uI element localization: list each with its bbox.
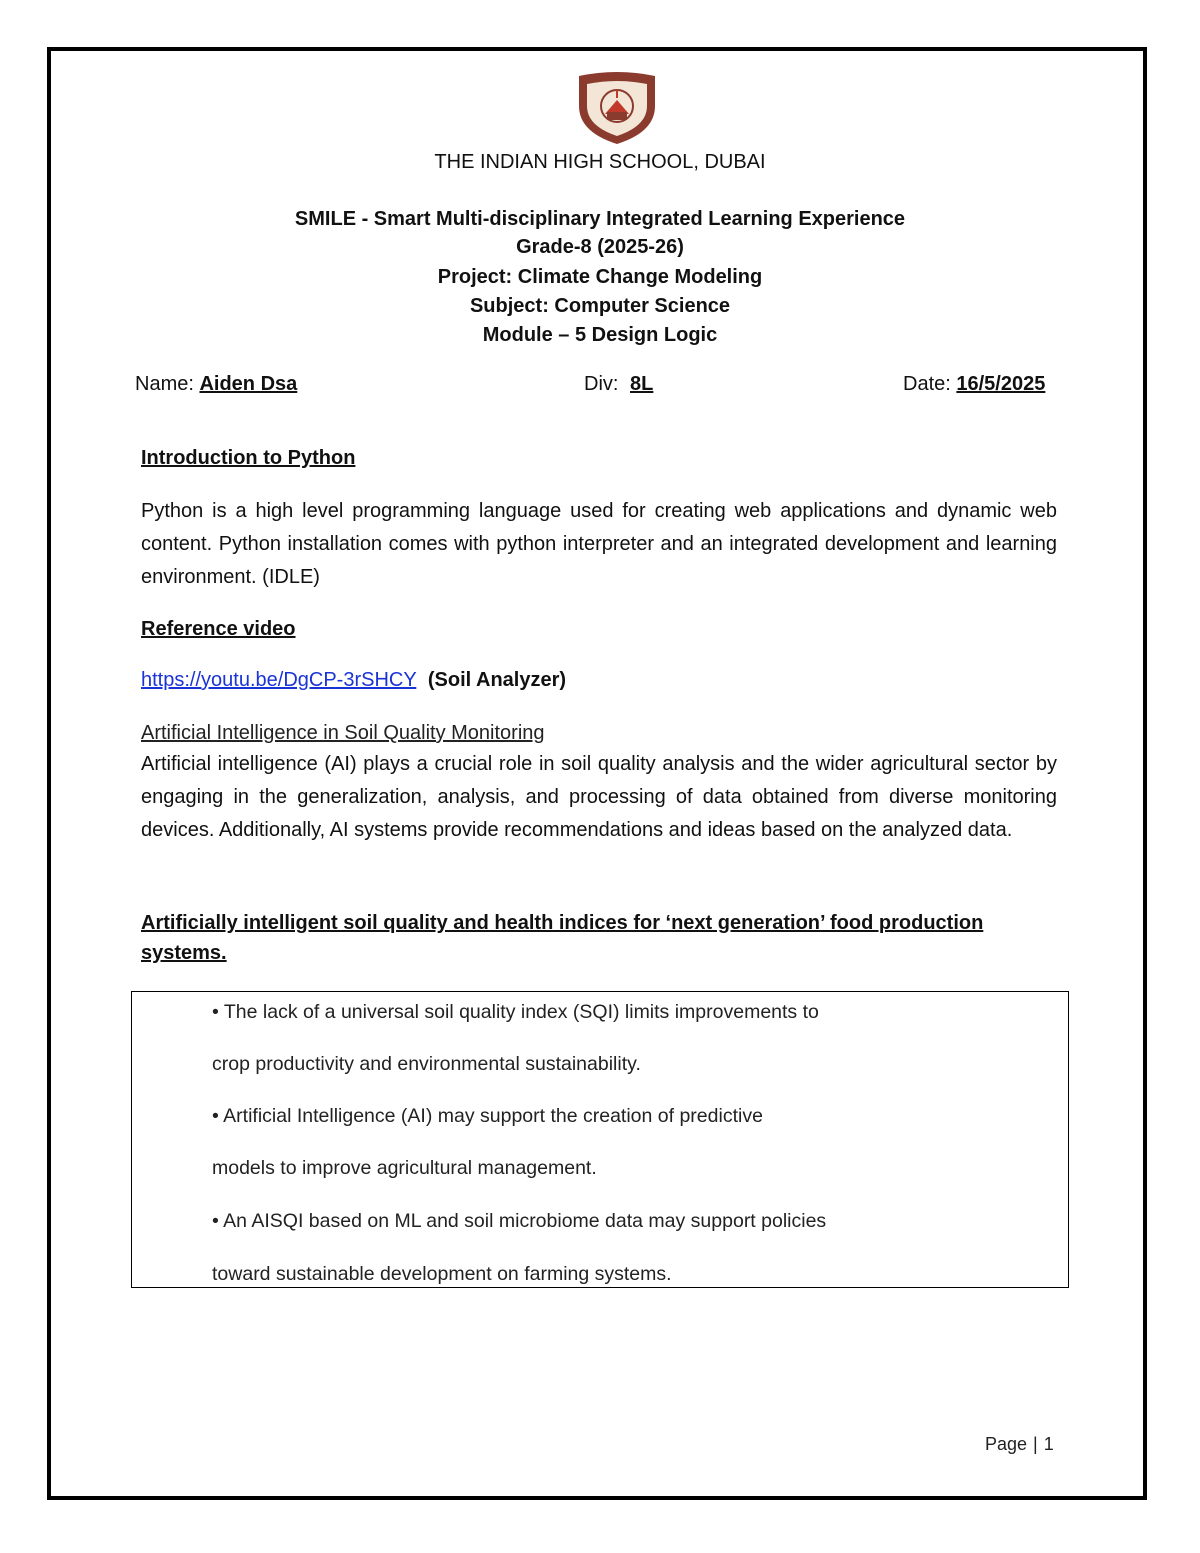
name-value: Aiden Dsa <box>199 373 298 395</box>
school-crest-icon <box>573 70 661 146</box>
date-value: 16/5/2025 <box>956 373 1046 395</box>
school-name: THE INDIAN HIGH SCHOOL, DUBAI <box>434 151 766 173</box>
intro-paragraph: Python is a high level programming language used for creating web applications and dynamic web content. Python installation comes with python interpreter and an integrated development and learning environment. (IDLE) <box>141 500 1057 588</box>
div-value: 8L <box>630 373 654 395</box>
highlight-line: toward sustainable development on farming systems. <box>212 1263 672 1285</box>
page-number: 1 <box>1043 1434 1054 1454</box>
reference-note: (Soil Analyzer) <box>427 669 567 691</box>
grade-line: Grade-8 (2025-26) <box>516 236 684 258</box>
programme-title: SMILE - Smart Multi-disciplinary Integrated Learning Experience <box>294 208 906 230</box>
highlight-line: • An AISQI based on ML and soil microbiome data may support policies <box>212 1210 827 1232</box>
subject-line: Subject: Computer Science <box>469 295 731 317</box>
page-footer <box>985 1433 1054 1455</box>
project-line: Project: Climate Change Modeling <box>437 266 763 288</box>
indices-heading: Artificially intelligent soil quality and health indices for ‘next generation’ food production systems. <box>141 912 984 964</box>
reference-row <box>141 668 566 692</box>
page-separator: | <box>1033 1434 1038 1454</box>
highlight-line: • The lack of a universal soil quality index (SQI) limits improvements to <box>212 1001 819 1023</box>
reference-heading: Reference video <box>141 618 296 640</box>
date-label: Date: <box>903 373 951 395</box>
div-field <box>584 372 653 396</box>
ai-paragraph: Artificial intelligence (AI) plays a crucial role in soil quality analysis and the wider agricultural sector by engaging in the generalization, analysis, and processing of data obtained from diverse monitoring devices. Additionally, AI systems provide recommendations and ideas based on the analyzed data. <box>141 753 1057 841</box>
page-label: Page <box>985 1434 1028 1454</box>
date-field <box>903 372 1045 396</box>
name-field <box>135 372 297 396</box>
highlights-box <box>131 991 1069 1288</box>
ai-heading: Artificial Intelligence in Soil Quality Monitoring <box>141 722 545 744</box>
div-label: Div: <box>584 373 619 395</box>
reference-video-link[interactable]: https://youtu.be/DgCP-3rSHCY <box>141 669 417 691</box>
highlight-line: models to improve agricultural management. <box>212 1157 597 1179</box>
module-line: Module – 5 Design Logic <box>482 324 718 346</box>
highlight-line: crop productivity and environmental sustainability. <box>212 1053 641 1075</box>
name-label: Name: <box>135 373 194 395</box>
highlight-line: • Artificial Intelligence (AI) may support the creation of predictive <box>212 1105 763 1127</box>
intro-heading: Introduction to Python <box>141 447 356 469</box>
